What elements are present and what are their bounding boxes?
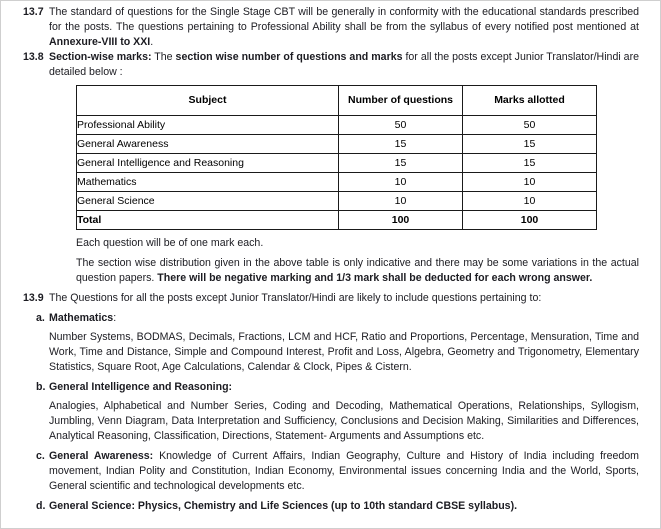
paragraph-text: The <box>151 51 176 63</box>
table-row <box>77 173 597 192</box>
note-distribution <box>76 256 639 286</box>
total-label-cell: Total <box>77 211 339 230</box>
topic-content <box>49 499 639 514</box>
topic-title-suffix: : <box>113 312 117 324</box>
list-letter: a. <box>36 312 45 324</box>
paragraph-text: . <box>150 36 154 48</box>
subject-cell: General Awareness <box>77 135 339 154</box>
topic-general-science <box>1 499 660 514</box>
topic-title: General Awareness: <box>49 450 154 462</box>
questions-cell: 10 <box>339 192 463 211</box>
paragraph-text: The standard of questions for the Single Stage CBT will be generally in conformity with the educational standards prescribed for the posts. The questions pertaining to Professional Ability shall be from the syllabus of every notified post mentioned at <box>49 6 639 33</box>
questions-cell: 15 <box>339 135 463 154</box>
subject-cell: Mathematics <box>77 173 339 192</box>
section-number: 13.7 <box>23 6 44 18</box>
total-questions-cell: 100 <box>339 211 463 230</box>
topic-body: Number Systems, BODMAS, Decimals, Fractions, LCM and HCF, Ratio and Proportions, Percentage, Mensuration, Time and Work, Time and Distance, Simple and Compound Interest, Profit and Loss, Algebra, Geometry and Trigonometry, Elementary Statistics, Square Root, Age Calculations, Calendar & Clock, Pipes & Cistern. <box>49 331 639 373</box>
section-wise-marks-label: Section-wise marks: <box>49 51 152 63</box>
marks-cell: 15 <box>463 154 597 173</box>
topic-body-inline: Knowledge of Current Affairs, Indian Geography, Culture and History of India including freedom movement, Indian Polity and Constitution, Indian Economy, Environmental issues concerning India and the World, Sports, General scientific and technological developments etc. <box>49 450 639 492</box>
note-one-mark: Each question will be of one mark each. <box>76 237 264 249</box>
section-13-7-text <box>49 5 639 50</box>
marks-cell: 10 <box>463 192 597 211</box>
section-number: 13.8 <box>23 51 44 63</box>
topic-title-line <box>49 311 639 326</box>
section-13-9 <box>1 291 660 306</box>
section-13-8-text <box>49 50 639 80</box>
table-row <box>77 135 597 154</box>
section-13-7 <box>1 5 660 50</box>
paragraph-text: The section wise distribution given in the above table is only indicative and there may be some variations in the actual question papers. <box>76 257 639 284</box>
emphasis-text: section wise number of questions and marks <box>175 51 403 63</box>
table-row <box>77 116 597 135</box>
section-number: 13.9 <box>23 292 44 304</box>
list-letter: d. <box>36 500 46 512</box>
table-row <box>77 192 597 211</box>
column-header-marks: Marks allotted <box>463 86 597 116</box>
table-row <box>77 154 597 173</box>
topic-title: General Intelligence and Reasoning: <box>49 381 233 393</box>
column-header-subject: Subject <box>77 86 339 116</box>
paragraph-text: for all the posts except Junior Translator/Hindi are detailed below : <box>49 51 639 78</box>
topic-content <box>49 449 639 494</box>
subject-cell: General Intelligence and Reasoning <box>77 154 339 173</box>
annexure-reference: Annexure-VIII to XXI <box>49 36 151 48</box>
column-header-questions: Number of questions <box>339 86 463 116</box>
questions-cell: 15 <box>339 154 463 173</box>
topic-content <box>49 380 639 444</box>
topic-content <box>49 311 639 375</box>
negative-marking-notice: There will be negative marking and 1/3 mark shall be deducted for each wrong answer. <box>157 272 593 284</box>
list-letter: c. <box>36 450 45 462</box>
topic-general-intelligence <box>1 380 660 444</box>
topic-bold-text: General Science: Physics, Chemistry and Life Sciences (up to 10th standard CBSE syllabus). <box>49 500 518 512</box>
topic-body: Analogies, Alphabetical and Number Series, Coding and Decoding, Mathematical Operations, Relationships, Syllogism, Jumbling, Venn Diagram, Data Interpretation and Sufficiency, Conclusions and Decision Making, Similarities and Differences, Analytical Reasoning, Classification, Directions, Statement- Arguments and Assumptions etc. <box>49 400 639 442</box>
marks-table-wrapper <box>76 85 639 230</box>
table-total-row <box>77 211 597 230</box>
marks-cell: 15 <box>463 135 597 154</box>
topic-title: Mathematics <box>49 312 114 324</box>
subject-cell: Professional Ability <box>77 116 339 135</box>
topic-general-awareness <box>1 449 660 494</box>
marks-table <box>76 85 597 230</box>
total-marks-cell: 100 <box>463 211 597 230</box>
table-header-row <box>77 86 597 116</box>
marks-cell: 50 <box>463 116 597 135</box>
questions-cell: 10 <box>339 173 463 192</box>
section-13-8 <box>1 50 660 80</box>
topic-mathematics <box>1 311 660 375</box>
questions-cell: 50 <box>339 116 463 135</box>
list-letter: b. <box>36 381 46 393</box>
marks-cell: 10 <box>463 173 597 192</box>
subject-cell: General Science <box>77 192 339 211</box>
section-13-9-text: The Questions for all the posts except Junior Translator/Hindi are likely to include questions pertaining to: <box>49 292 542 304</box>
